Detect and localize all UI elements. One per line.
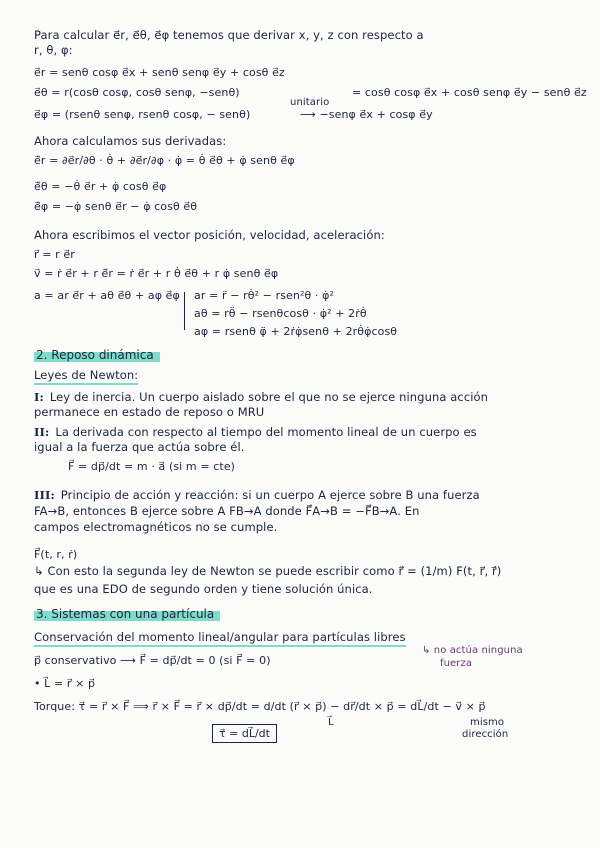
same-direction-note-b: dirección xyxy=(462,729,509,740)
position-equation: r⃗ = r e⃗r xyxy=(34,248,75,261)
same-direction-note-a: mismo xyxy=(470,717,505,728)
law-1-number: I: xyxy=(34,390,44,404)
newton-subheading: Leyes de Newton: xyxy=(34,368,138,385)
ephi-equation-lhs: e⃗φ = (rsenθ senφ, rsenθ cosφ, − senθ) xyxy=(34,108,251,121)
atheta-equation: aθ = rθ̈ − rsenθcosθ · φ̇² + 2ṙθ̇ xyxy=(194,307,367,320)
ar-equation: ar = r̈ − rθ̇² − rsen²θ · φ̇² xyxy=(194,289,334,302)
law-3-line-a xyxy=(34,488,480,502)
law-1-line-a xyxy=(34,390,488,404)
no-force-note-a: ↳ no actúa ninguna xyxy=(422,645,523,656)
no-force-note-b: fuerza xyxy=(440,658,473,669)
der-ephi-equation: e⃗̇φ = −φ̇ senθ e⃗r − φ̇ cosθ e⃗θ xyxy=(34,200,198,213)
second-law-note-b: que es una EDO de segundo orden y tiene solución única. xyxy=(34,582,373,596)
law-3-line-c: campos electromagnéticos no se cumple. xyxy=(34,520,278,534)
aphi-equation: aφ = rsenθ φ̈ + 2ṙφ̇senθ + 2rθ̇φ̇cosθ xyxy=(194,325,398,338)
conservation-subheading-wrap xyxy=(34,630,406,644)
force-definition: F⃗(t, r, ṙ) xyxy=(34,548,78,561)
law-3-line-b: FA→B, entonces B ejerce sobre A FB→A donde F⃗A→B = −F⃗B→A. En xyxy=(34,504,420,518)
law-2-line-b: igual a la fuerza que actúa sobre él. xyxy=(34,440,245,454)
law-3-text-a: Principio de acción y reacción: si un cuerpo A ejerce sobre B una fuerza xyxy=(60,488,480,502)
etheta-equation-rhs: = cosθ cosφ e⃗x + cosθ senφ e⃗y − senθ e⃗z xyxy=(352,86,587,99)
acceleration-equation: a = ar e⃗r + aθ e⃗θ + aφ e⃗φ xyxy=(34,289,180,302)
law-2-text-a: La derivada con respecto al tiempo del momento lineal de un cuerpo es xyxy=(55,425,477,439)
law-1-text-a: Ley de inercia. Un cuerpo aislado sobre el que no se ejerce ninguna acción xyxy=(49,390,489,404)
kinematics-title: Ahora escribimos el vector posición, velocidad, aceleración: xyxy=(34,228,385,242)
law-3-number: III: xyxy=(34,488,55,502)
unitario-note: unitario xyxy=(290,97,330,108)
intro-line-1: Para calcular e⃗r, e⃗θ, e⃗φ tenemos que derivar x, y, z con respecto a xyxy=(34,28,424,42)
law-2-line-a xyxy=(34,425,477,439)
torque-L-label: L⃗ xyxy=(328,717,334,728)
law-2-equation: F⃗ = dp⃗/dt = m · a⃗ (si m = cte) xyxy=(68,460,236,473)
intro-line-2: r, θ, φ: xyxy=(34,43,73,57)
velocity-equation: v⃗ = ṙ e⃗r + r e⃗̇r = ṙ e⃗r + r θ̇ e⃗θ + r φ̇ senθ e⃗φ xyxy=(34,267,279,280)
er-equation: e⃗r = senθ cosφ e⃗x + senθ senφ e⃗y + cosθ e⃗z xyxy=(34,66,285,79)
ephi-equation-rhs: ⟶ −senφ e⃗x + cosφ e⃗y xyxy=(300,108,433,121)
law-2-number: II: xyxy=(34,425,50,439)
section-2-heading: 2. Reposo dinámica xyxy=(34,347,160,363)
second-law-note-a: ↳ Con esto la segunda ley de Newton se puede escribir como r⃗̈ = (1/m) F(t, r⃗, ṙ⃗) xyxy=(34,564,502,578)
torque-equation: Torque: τ⃗ = r⃗ × F⃗ ⟹ r⃗ × F⃗ = r⃗ × dp⃗/dt = d/dt (r⃗ × p⃗) − dr⃗/dt × p⃗ = dL⃗/dt − v⃗ × p⃗ xyxy=(34,700,486,713)
component-brace xyxy=(184,292,191,330)
p-conservation-equation: p⃗ conservativo ⟶ F⃗ = dp⃗/dt = 0 (si F⃗ = 0) xyxy=(34,654,271,667)
der-etheta-equation: e⃗̇θ = −θ̇ e⃗r + φ̇ cosθ e⃗φ xyxy=(34,180,167,193)
law-1-line-b: permanece en estado de reposo o MRU xyxy=(34,405,265,419)
conservation-subheading: Conservación del momento lineal/angular para partículas libres xyxy=(34,630,406,647)
der-er-equation: e⃗̇r = ∂e⃗r/∂θ · θ̇ + ∂e⃗r/∂φ · φ̇ = θ̇ e⃗θ + φ̇ senθ e⃗φ xyxy=(34,154,295,167)
torque-boxed-result: τ⃗ = dL⃗/dt xyxy=(212,724,277,743)
section-3-heading: 3. Sistemas con una partícula xyxy=(34,606,220,622)
newton-subheading-wrap xyxy=(34,368,138,382)
angular-momentum-definition: • L⃗ = r⃗ × p⃗ xyxy=(34,677,96,690)
etheta-equation-lhs: e⃗θ = r(cosθ cosφ, cosθ senφ, −senθ) xyxy=(34,86,240,99)
derivatives-title: Ahora calculamos sus derivadas: xyxy=(34,134,227,148)
